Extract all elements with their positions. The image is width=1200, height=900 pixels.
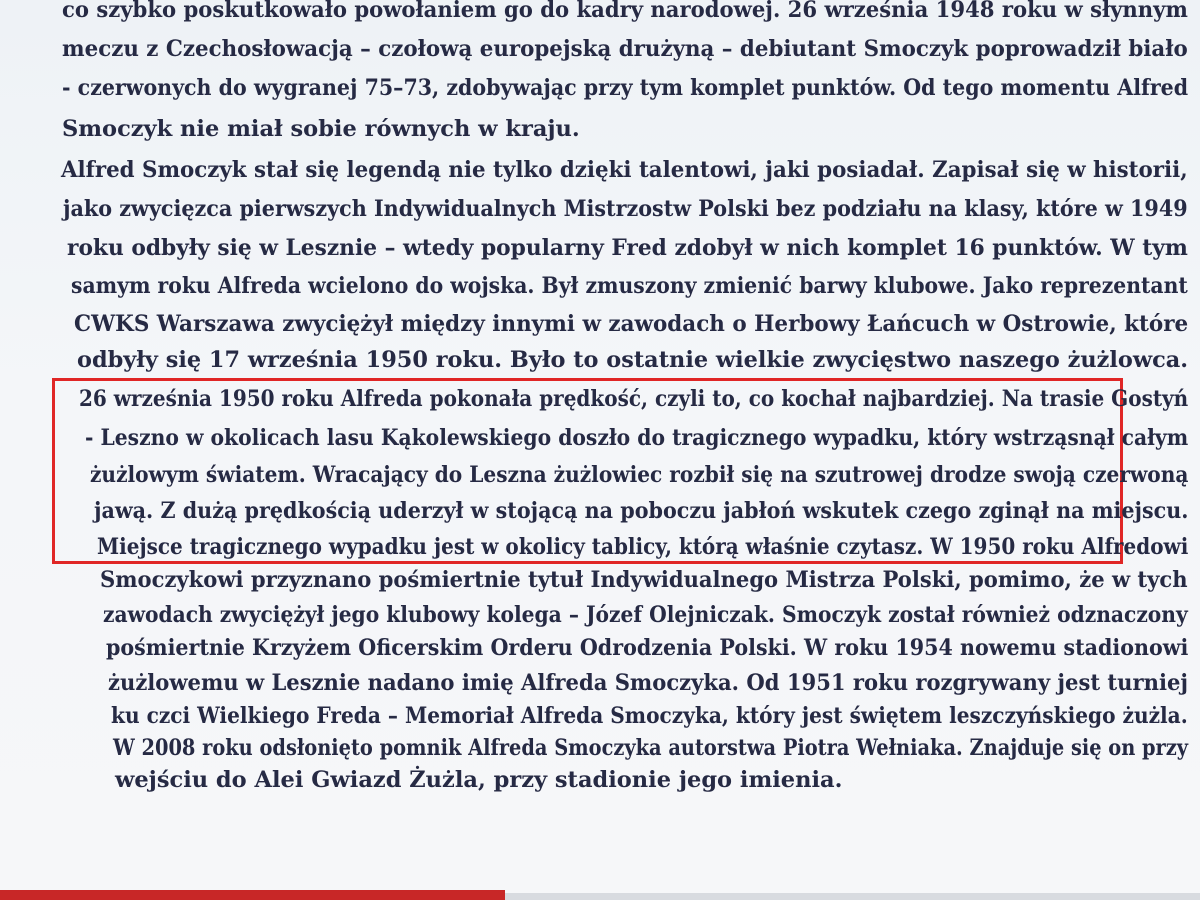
text-line: odbyły się 17 września 1950 roku. Było to ostatnie wielkie zwycięstwo naszego żużlowca. (77, 347, 1189, 373)
text-line: CWKS Warszawa zwyciężył między innymi w zawodach o Herbowy Łańcuch w Ostrowie, które (74, 311, 1189, 337)
text-line: zawodach zwyciężył jego klubowy kolega – Józef Olejniczak. Smoczyk został również odznaczony (103, 602, 1188, 628)
text-line: - czerwonych do wygranej 75–73, zdobywając przy tym komplet punktów. Od tego momentu Alfred (62, 75, 1189, 101)
text-line: - Leszno w okolicach lasu Kąkolewskiego doszło do tragicznego wypadku, który wstrząsnął całym (85, 425, 1189, 451)
text-line: samym roku Alfreda wcielono do wojska. Był zmuszony zmienić barwy klubowe. Jako reprezentant (71, 273, 1188, 299)
text-line: wejściu do Alei Gwiazd Żużla, przy stadionie jego imienia. (115, 767, 843, 793)
text-line: co szybko poskutkowało powołaniem go do kadry narodowej. 26 września 1948 roku w słynnym (62, 0, 1188, 23)
text-line: Miejsce tragicznego wypadku jest w okolicy tablicy, którą właśnie czytasz. W 1950 roku Alfredowi (97, 534, 1189, 560)
text-line: jako zwycięzca pierwszych Indywidualnych Mistrzostw Polski bez podziału na klasy, które w 1949 (63, 196, 1188, 222)
text-line: Smoczykowi przyznano pośmiertnie tytuł Indywidualnego Mistrza Polski, pomimo, że w tych (100, 567, 1188, 593)
gray-bottom-bar (505, 893, 1200, 900)
text-line: meczu z Czechosłowacją – czołową europejską drużyną – debiutant Smoczyk poprowadził biało (62, 36, 1188, 62)
text-line: roku odbyły się w Lesznie – wtedy popularny Fred zdobył w nich komplet 16 punktów. W tym (67, 235, 1188, 261)
red-bottom-strip (0, 890, 505, 900)
text-line: Alfred Smoczyk stał się legendą nie tylko dzięki talentowi, jaki posiadał. Zapisał się w historii, (61, 157, 1188, 183)
text-line: żużlowym światem. Wracający do Leszna żużlowiec rozbił się na szutrowej drodze swoją czerwoną (90, 462, 1189, 488)
text-line: Smoczyk nie miał sobie równych w kraju. (62, 116, 580, 142)
text-line: W 2008 roku odsłonięto pomnik Alfreda Smoczyka autorstwa Piotra Wełniaka. Znajduje się on przy (113, 735, 1189, 761)
text-line: 26 września 1950 roku Alfreda pokonała prędkość, czyli to, co kochał najbardziej. Na trasie Gostyń (79, 386, 1189, 412)
text-line: pośmiertnie Krzyżem Oficerskim Orderu Odrodzenia Polski. W roku 1954 nowemu stadionowi (106, 635, 1189, 661)
text-line: żużlowemu w Lesznie nadano imię Alfreda Smoczyka. Od 1951 roku rozgrywany jest turniej (108, 670, 1189, 696)
text-line: ku czci Wielkiego Freda – Memoriał Alfreda Smoczyka, który jest świętem leszczyńskiego żużla. (111, 703, 1188, 729)
text-line: jawą. Z dużą prędkością uderzył w stojącą na poboczu jabłoń wskutek czego zginął na miejscu. (94, 498, 1189, 524)
